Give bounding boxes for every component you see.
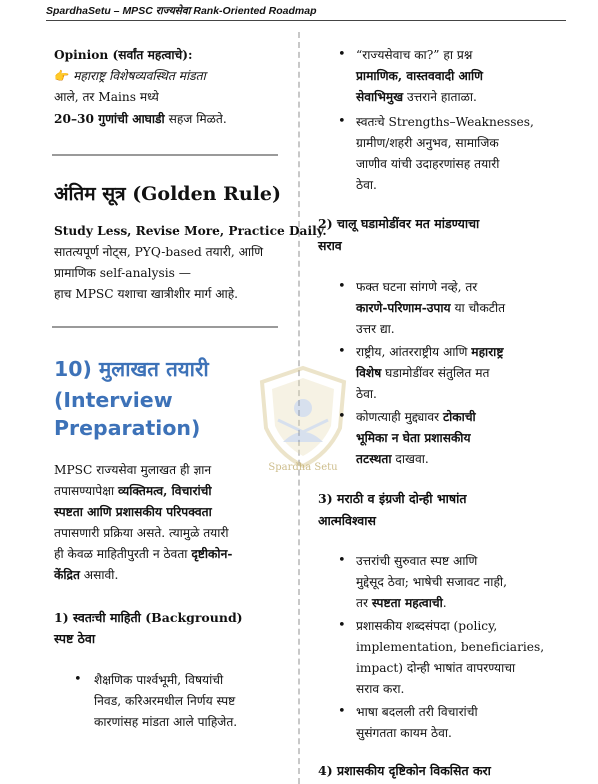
r-bullet-1-line-2: प्रामाणिक, वास्तववादी आणि: [356, 69, 483, 83]
bullet-dot: •: [338, 114, 346, 129]
bold-text: कारणे-परिणाम-उपाय: [356, 301, 451, 315]
intro-text: ही केवळ माहितीपुरती न ठेवता: [54, 547, 192, 561]
r-bullet-3-line-3: उत्तर द्या.: [356, 322, 395, 336]
opinion-rest: सहज मिळते.: [164, 112, 227, 126]
text: या चौकटीत: [450, 301, 506, 315]
bullet-dot: •: [338, 553, 346, 568]
bold-text: सेवाभिमुख: [356, 90, 404, 104]
bullet-dot: •: [338, 344, 346, 359]
intro-bold: व्यक्तिमत्व, विचारांची: [117, 484, 212, 498]
golden-rule-heading: अंतिम सूत्र (Golden Rule): [54, 183, 281, 205]
text: कोणत्याही मुद्द्यावर: [356, 410, 443, 424]
watermark-text: Spardha Setu: [268, 462, 338, 473]
bold-text: स्पष्टता महत्वाची: [371, 596, 443, 610]
r-bullet-2-line-3: जाणीव यांची उदाहरणांसह तयारी: [356, 157, 500, 171]
r-bullet-2-line-2: ग्रामीण/शहरी अनुभव, सामाजिक: [356, 136, 499, 150]
subheading-3-line-1: 3) मराठी व इंग्रजी दोन्ही भाषांत: [318, 491, 467, 506]
golden-line-1: Study Less, Revise More, Practice Daily.: [54, 224, 327, 238]
intro-line-3: स्पष्टता आणि प्रशासकीय परिपक्वता: [54, 505, 212, 519]
golden-line-3: प्रामाणिक self-analysis —: [54, 266, 191, 280]
section-10-title-2: (Interview: [54, 388, 173, 412]
section-rule: [52, 154, 278, 156]
intro-bold: केंद्रित: [54, 568, 80, 582]
intro-text: असावी.: [79, 568, 119, 582]
golden-line-4: हाच MPSC यशाचा खात्रीशीर मार्ग आहे.: [54, 287, 239, 301]
intro-line-2: [54, 481, 212, 501]
section-10-title-3: Preparation): [54, 416, 201, 440]
r-bullet-4-line-3: ठेवा.: [356, 387, 377, 401]
r-bullet-8-line-1: भाषा बदलली तरी विचारांची: [356, 705, 478, 719]
opinion-bold: 20–30 गुणांची आघाडी: [54, 112, 165, 126]
opinion-line-3: [54, 109, 227, 129]
text: राष्ट्रीय, आंतरराष्ट्रीय आणि: [356, 345, 472, 359]
r-bullet-3-line-1: फक्त घटना सांगणे नव्हे, तर: [356, 280, 478, 294]
subheading-2-line-2: सराव: [318, 238, 342, 253]
bold-text: महाराष्ट्र: [471, 345, 504, 359]
r-bullet-2-line-4: ठेवा.: [356, 178, 377, 192]
bullet-1-line-2: निवड, करिअरमधील निर्णय स्पष्ट: [94, 694, 236, 708]
r-bullet-6-line-2: मुद्देसूद ठेवा; भाषेची सजावट नाही,: [356, 575, 507, 589]
subheading-1-line-1: 1) स्वतःची माहिती (Background): [54, 610, 243, 625]
bullet-dot: •: [338, 279, 346, 294]
intro-text: तपासण्यापेक्षा: [54, 484, 118, 498]
bullet-1-line-1: शैक्षणिक पार्श्वभूमी, विषयांची: [94, 673, 224, 687]
opinion-label: Opinion (सर्वांत महत्वाचे):: [54, 48, 193, 62]
r-bullet-5-line-2: भूमिका न घेता प्रशासकीय: [356, 431, 471, 445]
bullet-1-line-3: कारणांसह मांडता आले पाहिजेत.: [94, 715, 238, 729]
opinion-line-2: आले, तर Mains मध्ये: [54, 90, 159, 104]
text: .: [442, 596, 447, 610]
r-bullet-8-line-2: सुसंगतता कायम ठेवा.: [356, 726, 452, 740]
r-bullet-6-line-3: [356, 593, 447, 613]
r-bullet-1-line-1: “राज्यसेवाच का?” हा प्रश्न: [356, 48, 473, 62]
text: उत्तराने हाताळा.: [403, 90, 477, 104]
bold-text: विशेष: [356, 366, 382, 380]
intro-bold: दृष्टीकोन-: [191, 547, 233, 561]
intro-line-4: तपासणारी प्रक्रिया असते. त्यामुळे तयारी: [54, 526, 229, 540]
r-bullet-3-line-2: [356, 298, 505, 318]
subheading-2-line-1: 2) चालू घडामोडींवर मत मांडण्याचा: [318, 216, 480, 231]
r-bullet-5-line-1: [356, 407, 476, 427]
bullet-dot: •: [338, 618, 346, 633]
bullet-dot: •: [338, 704, 346, 719]
intro-line-5: [54, 544, 232, 564]
opinion-text-1: महाराष्ट्र विशेषव्यवस्थित मांडता: [73, 69, 206, 83]
r-bullet-6-line-1: उत्तरांची सुरुवात स्पष्ट आणि: [356, 554, 478, 568]
r-bullet-4-line-2: [356, 363, 489, 383]
pointing-hand-icon: 👉: [54, 69, 70, 83]
text: दाखवा.: [391, 452, 429, 466]
page-header: SpardhaSetu – MPSC राज्यसेवा Rank-Oriented Roadmap: [46, 4, 566, 21]
bold-text: तटस्थता: [356, 452, 392, 466]
text: तर: [356, 596, 372, 610]
subheading-1-line-2: स्पष्ट ठेवा: [54, 631, 96, 646]
bullet-dot: •: [338, 47, 346, 62]
section-rule: [52, 326, 278, 328]
bullet-dot: •: [338, 409, 346, 424]
bold-text: टोकाची: [443, 410, 476, 424]
r-bullet-7-line-4: सराव करा.: [356, 682, 405, 696]
golden-line-2: सातत्यपूर्ण नोट्स, PYQ-based तयारी, आणि: [54, 245, 264, 259]
r-bullet-7-line-1: प्रशासकीय शब्दसंपदा (policy,: [356, 619, 498, 633]
r-bullet-5-line-3: [356, 449, 429, 469]
r-bullet-4-line-1: [356, 342, 503, 362]
r-bullet-7-line-2: implementation, beneficiaries,: [356, 640, 545, 654]
r-bullet-2-line-1: स्वतःचे Strengths–Weaknesses,: [356, 115, 534, 129]
r-bullet-7-line-3: impact) दोन्ही भाषांत वापरण्याचा: [356, 661, 516, 675]
bullet-dot: •: [74, 672, 82, 687]
text: घडामोडींवर संतुलित मत: [381, 366, 490, 380]
intro-line-6: [54, 565, 118, 585]
opinion-line-1: [54, 66, 206, 86]
subheading-3-line-2: आत्मविश्वास: [318, 513, 376, 528]
intro-line-1: MPSC राज्यसेवा मुलाखत ही ज्ञान: [54, 463, 212, 477]
section-10-title-1: 10) मुलाखत तयारी: [54, 357, 209, 381]
subheading-4: 4) प्रशासकीय दृष्टिकोन विकसित करा: [318, 763, 491, 778]
r-bullet-1-line-3: [356, 87, 477, 107]
